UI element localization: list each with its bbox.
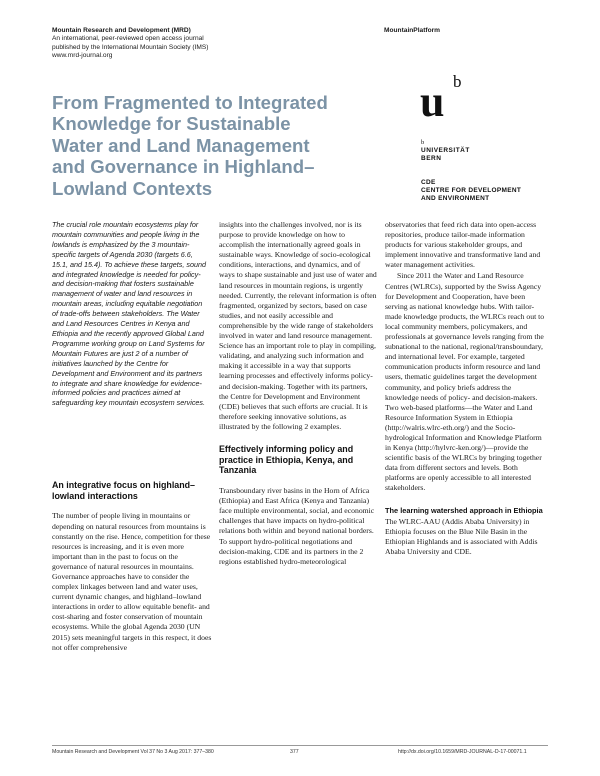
title-line-1: From Fragmented to Integrated [52,92,328,113]
page-number: 377 [290,749,299,755]
paragraph: The WLRC-AAU (Addis Ababa University) in Ethiopia focuses on the Blue Nile Basin in the Ethiopian Highlands and is associated with Addis Ababa University and CDE. [385,516,538,557]
section-heading-1: An integrative focus on highland–lowland interactions [52,480,195,501]
journal-name: Mountain Research and Development (MRD) [52,27,191,34]
cde-abbr: CDE [421,179,436,186]
university-name: UNIVERSITÄT [421,147,470,154]
paragraph: Transboundary river basins in the Horn of Africa (Ethiopia) and East Africa (Kenya and Tanzania) face multiple environmental, social, and economic challenges that have impacts on hydro-political relations both within and beyond national borders. To support hydro-political negotiations and decision-making, CDE and its partners in the 2 regions established hydro-meteorological [219,486,375,566]
cde-name-1: CENTRE FOR DEVELOPMENT [421,187,522,194]
section-heading-2: Effectively informing policy and practice in Ethiopia, Kenya, and Tanzania [219,443,354,476]
cde-logo-text [421,179,521,203]
paragraph: observatories that feed rich data into open-access repositories, produce tailor-made information products for various stakeholder groups, and implement innovative and transformative land and water management activities. [385,220,541,270]
journal-desc-1: An international, peer-reviewed open access journal [52,35,204,43]
footer-divider [52,745,548,746]
abstract [52,220,210,408]
title-line-3: Water and Land Management [52,134,310,156]
journal-info [52,27,292,60]
section-heading-3: The learning watershed approach in Ethiopia [385,505,543,515]
footer-citation: Mountain Research and Development Vol 37 No 3 Aug 2017: 377–380 [52,749,214,755]
university-logo-text [421,147,470,163]
journal-url[interactable]: www.mrd-journal.org [52,51,113,59]
logo-b: b [453,72,462,91]
logo-b-small: b [421,139,425,146]
abstract-text: The crucial role mountain ecosystems play for mountain communities and people living in the lowlands is emphasized by the 3 mountain-specific targets of Agenda 2030 (targets 6.6, 15.1, and 15.4). To achieve these targets, sound and integrated knowledge is needed for policy- and decision-making that fosters sustainable management of water and land resources in mountain areas, including equitable negotiation of trade-offs between stakeholders. The Water and Land Resources Centres in Kenya and Ethiopia and the recently approved Global Land Programme working group on Land Systems for Mountain Futures are just 2 of a number of initiatives launched by the Centre for Development and Environment and its partners to integrate and share knowledge for evidence-informed policies and practices aimed at safeguarding key mountain ecosystem services. [52,220,206,408]
article-title [52,92,372,199]
paragraph: insights into the challenges involved, nor is its purpose to provide knowledge on how to accomplish the internationally agreed goals in sustainable ways. Knowledge of socio-ecological conditions, interactions, and dynamics, and of ways to shape sustainable and just use of water and land resources in mountain regions, is urgently needed. Currently, the relevant information is often fragmented, organized by sectors, based on case studies, and not easily accessible and comprehensible by the wide range of stakeholders involved in water and land resource management. Science has an important role to play in compiling, validating, and analyzing such information and making it accessible in a way that supports learning processes and effectively informs policy- and decision-making. Together with its partners, the Centre for Development and Environment (CDE) believes that such efforts are crucial. It is therefore seeking innovative solutions, as illustrated by the following 2 examples. [219,220,377,431]
title-line-4: and Governance in Highland– [52,156,315,178]
journal-desc-2: published by the International Mountain Society (IMS) [52,43,209,51]
title-line-2: Knowledge for Sustainable [52,113,291,135]
paragraph: The number of people living in mountains or depending on natural resources from mountains is constantly on the rise. Hence, competition for these resources is increasing, and it is even more important than in the past to focus on the governance of natural resources in mountains. Governance approaches have to consider the complex linkages between land and water uses, current dynamic changes, and highland–lowland interactions in order to allow equitable benefit- and cost-sharing and foster conservation of mountain ecosystems. While the global Agenda 2030 (UN 2015) sets meaningful targets in this respect, it does not offer comprehensive [52,511,212,652]
doi-link[interactable]: http://dx.doi.org/10.1659/MRD-JOURNAL-D-17-00071.1 [398,749,527,755]
university-city: BERN [421,155,442,162]
section-label: MountainPlatform [384,27,441,34]
logo-u: u [420,77,445,126]
title-line-5: Lowland Contexts [52,177,213,199]
paragraph: Since 2011 the Water and Land Resource Centres (WLRCs), supported by the Swiss Agency for Development and Cooperation, have been serving as national knowledge hubs. With tailor-made knowledge products, the WLRCs reach out to local community members, policymakers, and professionals at governance levels ranging from the subnational to the national, regional/transboundary, and international level. For example, targeted communication products inform resource and land users, thematic guidelines target the development community, and policy briefs address the knowledge needs of policy- and decision-makers. Two web-based platforms—the Water and Land Resource Information System in Ethiopia (http://walris.wlrc-eth.org/) and the Socio-hydrological Information and Knowledge Platform in Kenya (http://hylvrc-ken.org/)—provide the scientific basis of the WLRCs by bringing together data from different sectors and levels. Both platforms are openly accessible to all interested stakeholders. [385,271,545,493]
column-1 [52,480,212,653]
cde-name-2: AND ENVIRONMENT [421,195,490,202]
column-3 [385,220,545,557]
column-2 [219,220,377,567]
